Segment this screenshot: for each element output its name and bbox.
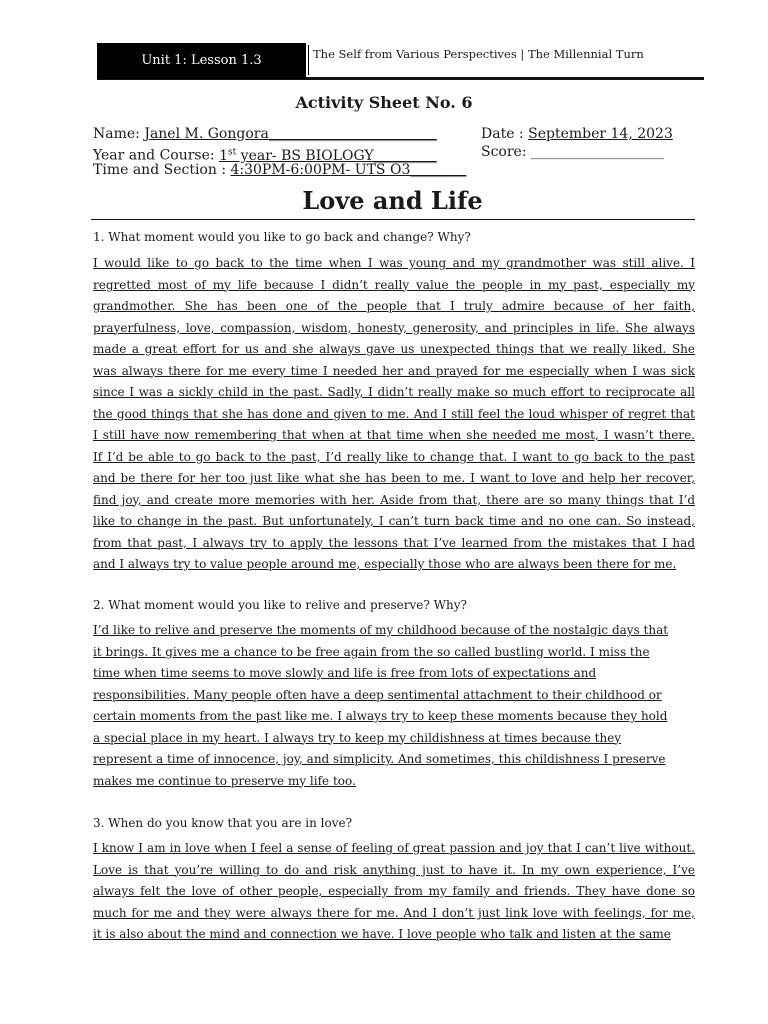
date-value: September 14, 2023: [528, 126, 673, 142]
answer-line: grandmother. She has been one of the people that I truly admire because of her faith,: [93, 299, 695, 313]
answer-line: prayerfulness, love, compassion, wisdom, honesty, generosity, and principles in life. She always: [93, 320, 695, 335]
answer-line: responsibilities. Many people often have a deep sentimental attachment to their childhood or: [93, 687, 662, 702]
score-value: ___________________: [531, 144, 665, 160]
answer-line: regretted most of my life because I didn’t really value the people in my past, especially my: [93, 277, 695, 292]
answer-line: it brings. It gives me a chance to be free again from the so called bustling world. I miss the: [93, 644, 650, 659]
time-section-value: 4:30PM-6:00PM- UTS O3________: [230, 162, 467, 178]
answer-line: it is also about the mind and connection we have. I love people who talk and listen at the same: [93, 927, 671, 941]
answer-line: a special place in my heart. I always try to keep my childishness at times because they: [93, 730, 622, 745]
name-label: Name:: [93, 126, 145, 142]
answer-line: and be there for her too just like what she has been to me. I want to love and help her recover,: [93, 471, 695, 485]
question-1: 1. What moment would you like to go back and change? Why?: [93, 230, 471, 244]
answer-line: If I’d be able to go back to the past, I’d really like to change that. I want to go back to the past: [93, 449, 695, 464]
score-field: [481, 143, 664, 161]
activity-sheet-title: Activity Sheet No. 6: [295, 93, 473, 112]
time-section-label: Time and Section :: [93, 162, 231, 178]
answer-line: Love is that you’re willing to do and risk anything just to have it. In my own experience, I’ve: [93, 862, 695, 877]
answer-line: since I was a sickly child in the past. Sadly, I didn’t really make so much effort to reciprocate all: [93, 385, 695, 399]
answer-line: made a great effort for us and she always gave us unexpected things that we really liked. She: [93, 342, 695, 356]
answer-3: [93, 838, 695, 946]
answer-line: time when time seems to move slowly and life is free from lots of expectations and: [93, 666, 597, 680]
year-course-label: Year and Course:: [93, 147, 220, 164]
date-label: Date :: [481, 126, 529, 142]
answer-line: certain moments from the past like me. I always try to keep these moments because they hold: [93, 709, 668, 723]
document-header: [97, 43, 704, 80]
answer-line: like to change in the past. But unfortunately, I can’t turn back time and no one can. So instead,: [93, 514, 695, 528]
answer-line: was always there for me every time I needed her and prayed for me especially when I was sick: [93, 363, 695, 378]
answer-line: always felt the love of other people, especially from my family and friends. They have done so: [93, 884, 695, 898]
question-3: 3. When do you know that you are in love?: [93, 816, 353, 830]
unit-lesson-badge: Unit 1: Lesson 1.3: [97, 43, 306, 79]
answer-line: I’d like to relive and preserve the moments of my childhood because of the nostalgic days that: [93, 623, 669, 637]
answer-line: I know I am in love when I feel a sense of feeling of great passion and joy that I can’t live without.: [93, 841, 695, 855]
answer-line: much for me and they were always there for me. And I don’t just link love with feelings, for me,: [93, 905, 695, 920]
time-section-field: [93, 161, 466, 179]
name-value: Janel M. Gongora________________________: [144, 126, 437, 142]
main-title: Love and Life: [302, 186, 483, 215]
answer-line: from that past, I always try to apply the lessons that I’ve learned from the mistakes that I had: [93, 535, 695, 550]
answer-1: [93, 253, 695, 576]
answer-line: I still have now remembering that when at that time when she needed me most, I wasn’t there.: [93, 428, 695, 442]
year-course-value: 1st year- BS BIOLOGY_________: [219, 147, 437, 164]
name-field: [93, 125, 437, 143]
question-2: 2. What moment would you like to relive and preserve? Why?: [93, 598, 467, 612]
answer-line: makes me continue to preserve my life too.: [93, 773, 356, 788]
answer-line: the good things that she has done and given to me. And I still feel the loud whisper of regret that: [93, 406, 695, 421]
answer-line: find joy, and create more memories with her. Aside from that, there are so many things that I’d: [93, 492, 695, 507]
title-rule: [91, 219, 695, 220]
answer-line: I would like to go back to the time when I was young and my grandmother was still alive. I: [93, 256, 695, 270]
answer-line: and I always try to value people around me, especially those who are always been there for me.: [93, 557, 677, 571]
answer-2: [93, 620, 695, 792]
date-field: [481, 125, 673, 143]
header-divider: [308, 45, 309, 75]
answer-line: represent a time of innocence, joy, and simplicity. And sometimes, this childishness I preserve: [93, 752, 666, 766]
score-label: Score:: [481, 144, 532, 160]
course-title: The Self from Various Perspectives | The Millennial Turn: [313, 47, 644, 61]
